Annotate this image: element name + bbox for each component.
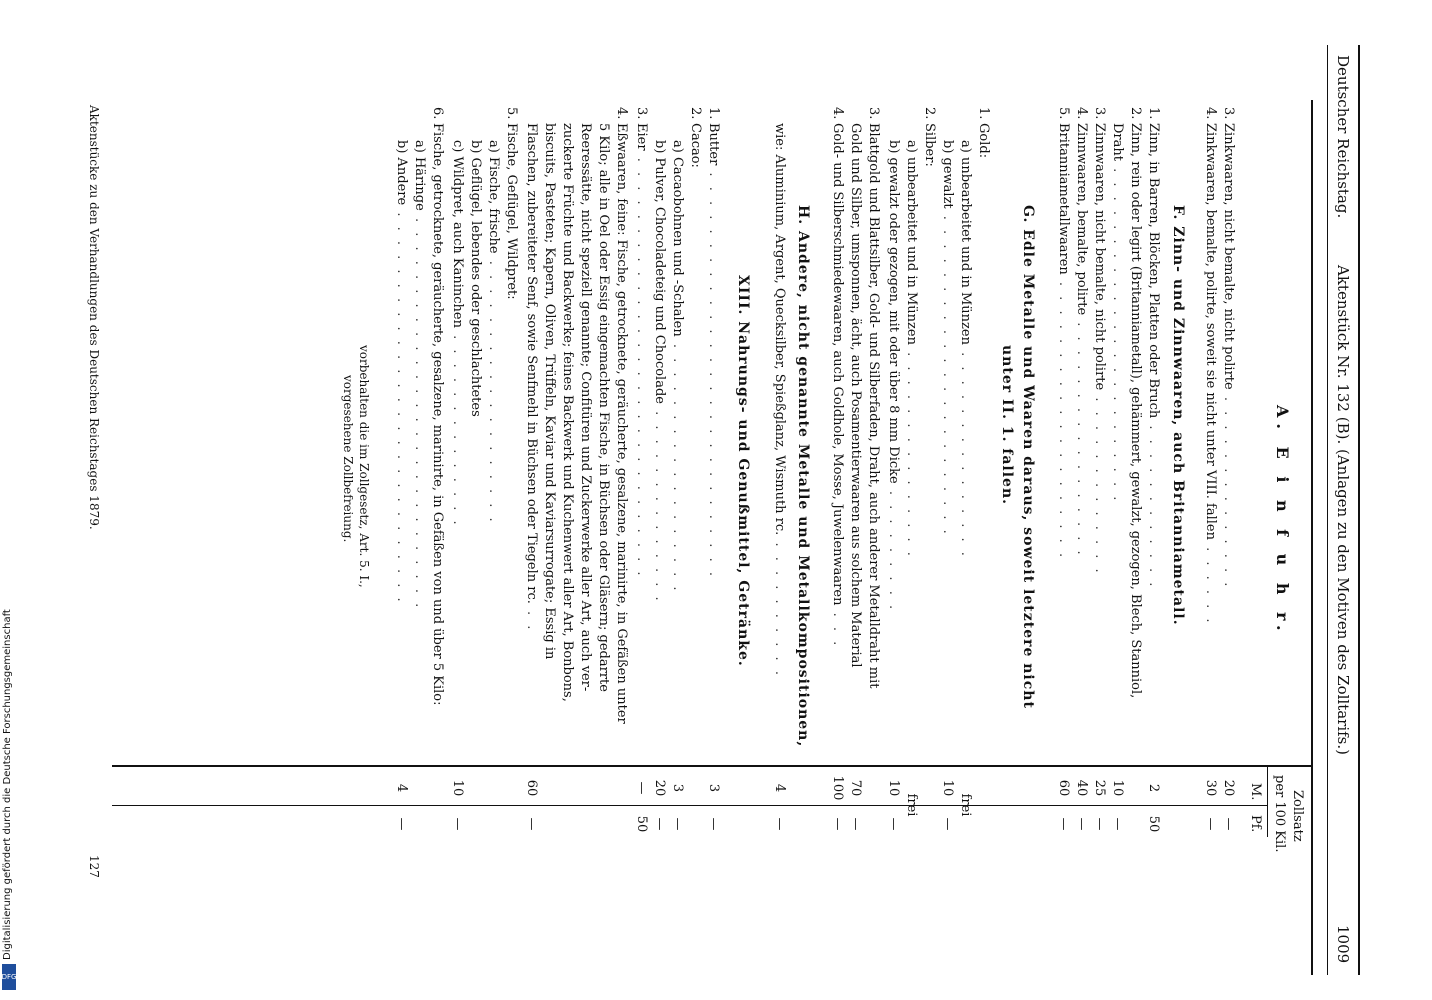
rate-pfennig: — bbox=[1056, 817, 1071, 831]
rate-pfennig: — bbox=[1110, 817, 1125, 831]
row-number: 6. bbox=[430, 107, 445, 120]
footer-left: Aktenstücke zu den Verhandlungen des Deutschen Reichstages 1879. bbox=[87, 105, 101, 530]
section-heading: G. Edle Metalle und Waaren daraus, soweit letztere nicht bbox=[1020, 205, 1036, 709]
leader-dots: . . . . . . . . . . . . . . . . . . . . . . . . . . . . . . bbox=[634, 150, 649, 579]
row-text: Zinnwaaren, nicht bemalte, nicht polirte . . . . . . . . . . . . . bbox=[1092, 123, 1107, 576]
leader-dots: . . . . . . . . . . . . . . . . . . . . . . . . . . . . . bbox=[706, 165, 721, 579]
row-text: a) Fische, frische . . . . . . . . . . . . . . . . . . . bbox=[486, 140, 501, 525]
rate-mark: 60 bbox=[1056, 779, 1071, 797]
header-left: Deutscher Reichstag. bbox=[1334, 55, 1352, 219]
rate-mark: 10 bbox=[940, 779, 955, 797]
rate-pfennig: — bbox=[706, 817, 721, 831]
leader-dots: . . . . . . . . . . . . . . . . . . . . . . . bbox=[940, 208, 955, 537]
rate-pfennig: — bbox=[1221, 817, 1236, 831]
rate-pfennig: — bbox=[772, 817, 787, 831]
row-number: 3. bbox=[634, 107, 649, 120]
leader-dots: . . . . . . . . . . . . . . . . . . . . . . . . . . . . bbox=[394, 205, 409, 605]
rate-pfennig: frei bbox=[958, 793, 973, 817]
row-text: b) gewalzt . . . . . . . . . . . . . . . . . . . . . . . bbox=[940, 140, 955, 537]
row-text: Silber: bbox=[922, 123, 937, 167]
row-number: 5. bbox=[1056, 107, 1071, 120]
leader-dots: . . . . . . . . . . . . . . . . . . . . . . . . bbox=[1110, 160, 1125, 504]
row-text: a) unbearbeitet und in Münzen . . . . . . . . . . . . . . . bbox=[958, 140, 973, 559]
rate-pfennig: — bbox=[940, 817, 955, 831]
row-text: b) Andere . . . . . . . . . . . . . . . . . . . . . . . . . . . . bbox=[394, 140, 409, 605]
leader-dots: . . . . . . . . . . . . . . . bbox=[958, 344, 973, 559]
rate-mark: 40 bbox=[1074, 779, 1089, 797]
leader-dots: . . . . . . . . . . . . . . . . . . . bbox=[486, 253, 501, 525]
row-number: 3. bbox=[1221, 107, 1236, 120]
row-text: 5 Kilo; alle in Oel oder Essig eingemachten Fische, in Büchsen oder Gläsern; gedarrte bbox=[596, 123, 611, 692]
row-text: Fische, Geflügel, Wildpret: bbox=[504, 123, 519, 300]
rate-pfennig: — bbox=[1203, 817, 1218, 831]
row-text: Zinkwaaren, nicht bemalte, nicht polirte . . . . . . . . . . . . . . bbox=[1221, 123, 1236, 590]
row-text: Cacao: bbox=[688, 123, 703, 168]
leader-dots: . . . . . . . . . . . . . . . . . . bbox=[670, 336, 685, 594]
row-number: 2. bbox=[1128, 107, 1143, 120]
rate-pfennig: — bbox=[1074, 817, 1089, 831]
rate-pfennig: 50 bbox=[1146, 815, 1161, 833]
row-text: a) Häringe . . . . . . . . . . . . . . . . . . . . . . . . . . . . bbox=[412, 140, 427, 611]
rate-mark: 10 bbox=[1110, 779, 1125, 797]
rate-pfennig: — bbox=[524, 817, 539, 831]
row-text: Blattgold und Blattsilber, Gold- und Silberfaden, Draht, auch anderer Metalldraht mit bbox=[866, 123, 881, 689]
row-number: 2. bbox=[922, 107, 937, 120]
section-heading: H. Andere, nicht genannte Metalle und Metallkompositionen, bbox=[795, 205, 811, 748]
row-text: Eßwaaren, feine: Fische, getrocknete, geräucherte, gesalzene, marinirte, in Gefäßen unter bbox=[614, 123, 629, 724]
leader-dots: . . . . . . . . . . . . . bbox=[1092, 390, 1107, 576]
leader-dots: . . . . . . . . . . . . . . bbox=[1221, 389, 1236, 590]
row-text: b) Pulver, Chocoladeteig und Chocolade . . . . . . . . . . . . . . bbox=[652, 140, 667, 604]
page-number: 1009 bbox=[1334, 925, 1352, 964]
column-header-sub: per 100 Kil. bbox=[1272, 775, 1287, 853]
rate-pfennig: — bbox=[450, 817, 465, 831]
rate-mark: 10 bbox=[886, 779, 901, 797]
row-number: 4. bbox=[614, 107, 629, 120]
dfg-logo: DFG bbox=[2, 964, 16, 990]
leader-dots: . . . . . . . . . . . . . . bbox=[450, 327, 465, 528]
rate-pfennig: — bbox=[830, 817, 845, 831]
row-number: 4. bbox=[1203, 107, 1218, 120]
row-number: 4. bbox=[830, 107, 845, 120]
row-text: Gold: bbox=[976, 123, 991, 159]
rate-mark: — bbox=[634, 781, 649, 795]
leader-dots: . . . . . . . . . . . . . . . . . . . . bbox=[1056, 274, 1071, 561]
row-number: 4. bbox=[1074, 107, 1089, 120]
leader-dots: . . . . . . . . . . . . . . . . . . . . . . . . . . . . bbox=[412, 210, 427, 611]
row-text: Gold und Silber, umsponnen, ächt, auch Posamentierwaaren aus solchem Material bbox=[848, 123, 863, 668]
row-text: Reeressätte, nicht speziell genannte; Confitüren und Zuckerwerke aller Art, auch ver- bbox=[578, 123, 593, 692]
row-text: wie: Aluminium, Argent, Quecksilber, Spießglanz, Wismuth rc. . . . . . . . . . . bbox=[772, 123, 787, 678]
row-text: Zinnwaaren, bemalte, polirte . . . . . . . . . . . . . . . . . bbox=[1074, 123, 1089, 558]
rate-mark: 70 bbox=[848, 779, 863, 797]
digitization-credit: Digitalisierung gefördert durch die Deutsche Forschungsgemeinschaft bbox=[2, 609, 13, 960]
row-text: Gold- und Silberschmiedewaaren, auch Goldhole, Mosse, Juwelenwaaren . . . bbox=[830, 123, 845, 649]
column-divider bbox=[112, 765, 1312, 767]
rate-pfennig: 50 bbox=[634, 815, 649, 833]
rate-mark: 3 bbox=[670, 783, 685, 793]
row-text: Flaschen, zubereiteter Senf, sowie Senfmehl in Büchsen oder Tiegeln rc. . . bbox=[524, 123, 539, 633]
rate-pfennig: — bbox=[652, 817, 667, 831]
table-top-rule bbox=[1311, 100, 1313, 975]
section-title: A. E i n f u h r. bbox=[1273, 405, 1292, 637]
leader-dots: . . . . . . . . . . bbox=[772, 535, 787, 678]
rate-pfennig: — bbox=[848, 817, 863, 831]
leader-dots: . . . . . . . . . . . . . . . bbox=[904, 344, 919, 559]
leader-dots: . . . . . . . . . . . . . . . . . bbox=[1074, 315, 1089, 558]
rate-mark: 25 bbox=[1092, 779, 1107, 797]
row-text: Zinn, in Barren, Blöcken, Platten oder Bruch . . . . . . . . . . . . bbox=[1146, 123, 1161, 590]
row-number: 1. bbox=[1146, 107, 1161, 120]
leader-dots: . . . . . . bbox=[1203, 539, 1218, 626]
row-text: b) Geflügel, lebendes oder geschlachtetes bbox=[468, 140, 483, 417]
rate-pfennig: — bbox=[886, 817, 901, 831]
top-rule bbox=[1358, 45, 1360, 975]
row-text: Fische, getrocknete, geräucherte, gesalzene, marinirte, in Gefäßen von und über 5 Kilo: bbox=[430, 123, 445, 706]
rate-mark: 20 bbox=[652, 779, 667, 797]
column-header-rule bbox=[1267, 767, 1268, 837]
row-number: 3. bbox=[866, 107, 881, 120]
row-text: a) unbearbeitet und in Münzen . . . . . . . . . . . . . . . bbox=[904, 140, 919, 559]
leader-dots: . . . . . . . . . . . . . . bbox=[652, 403, 667, 604]
leader-dots: . . bbox=[524, 603, 539, 633]
header-center: Aktenstück Nr. 132 (B). (Anlagen zu den Motiven des Zolltarifs.) bbox=[1334, 265, 1352, 756]
rotated-page-content bbox=[80, 45, 1370, 975]
rate-mark: 60 bbox=[524, 779, 539, 797]
footer-right: 127 bbox=[87, 855, 101, 878]
row-text: Zinn, rein oder legirt (Britanniametall), gehämmert, gewalzt, gezogen, Blech, Stanniol, bbox=[1128, 123, 1143, 699]
row-text: Britanniametallwaaren . . . . . . . . . . . . . . . . . . . . bbox=[1056, 123, 1071, 561]
row-text: Butter . . . . . . . . . . . . . . . . . . . . . . . . . . . . . bbox=[706, 123, 721, 579]
unit-pf: Pf. bbox=[1248, 815, 1263, 833]
row-text: Draht . . . . . . . . . . . . . . . . . . . . . . . . bbox=[1110, 123, 1125, 504]
section-heading: F. Zinn- und Zinnwaaren, auch Britanniametall. bbox=[1170, 205, 1186, 626]
rate-pfennig: — bbox=[670, 817, 685, 831]
rate-pfennig: frei bbox=[904, 793, 919, 817]
row-number: 3. bbox=[1092, 107, 1107, 120]
rate-mark: 10 bbox=[450, 779, 465, 797]
brace-note-2: vorgesehene Zollbefreiung. bbox=[341, 375, 355, 543]
leader-dots: . . . . . . . . . . . . bbox=[1146, 418, 1161, 590]
unit-divider bbox=[112, 805, 1268, 806]
row-text: b) gewalzt oder gezogen, mit oder über 8 mm Dicke . . . . . . . . . bbox=[886, 140, 901, 613]
rate-mark: 3 bbox=[706, 783, 721, 793]
rate-mark: 30 bbox=[1203, 779, 1218, 797]
section-heading: XIII. Nahrungs- und Genußmittel, Getränke. bbox=[735, 275, 751, 667]
column-header-title: Zollsatz bbox=[1290, 790, 1305, 842]
rate-mark: 4 bbox=[772, 783, 787, 793]
rate-mark: 100 bbox=[830, 775, 845, 801]
unit-mark: M. bbox=[1248, 783, 1263, 801]
row-text: biscuits, Pasteten; Kapern, Oliven, Trüffeln, Kaviar und Kaviarsurrogate; Essig in bbox=[542, 123, 557, 660]
rate-mark: 20 bbox=[1221, 779, 1236, 797]
row-number: 1. bbox=[976, 107, 991, 120]
row-text: Zinkwaaren, bemalte, polirte, soweit sie nicht unter VIII. fallen . . . . . . bbox=[1203, 123, 1218, 626]
row-number: 5. bbox=[504, 107, 519, 120]
row-text: zuckerte Früchte und Backwerke; feines Backwerk und Kuchenwert aller Art, Bonbons, bbox=[560, 123, 575, 702]
rate-pfennig: — bbox=[1092, 817, 1107, 831]
row-text: Eier . . . . . . . . . . . . . . . . . . . . . . . . . . . . . . bbox=[634, 123, 649, 579]
row-number: 2. bbox=[688, 107, 703, 120]
row-text: c) Wildpret, auch Kaninchen . . . . . . . . . . . . . . bbox=[450, 140, 465, 528]
rate-mark: 2 bbox=[1146, 783, 1161, 793]
section-heading: unter II. 1. fallen. bbox=[999, 345, 1015, 506]
leader-dots: . . . bbox=[830, 605, 845, 649]
rate-pfennig: — bbox=[394, 817, 409, 831]
leader-dots: . . . . . . . . . bbox=[886, 483, 901, 613]
row-text: a) Cacaobohnen und -Schalen . . . . . . . . . . . . . . . . . . bbox=[670, 140, 685, 594]
row-number: 1. bbox=[706, 107, 721, 120]
brace-note-1: vorbehalten die im Zollgesetz, Art. 5. I., bbox=[357, 345, 371, 588]
rate-mark: 4 bbox=[394, 783, 409, 793]
header-rule bbox=[1327, 45, 1328, 975]
